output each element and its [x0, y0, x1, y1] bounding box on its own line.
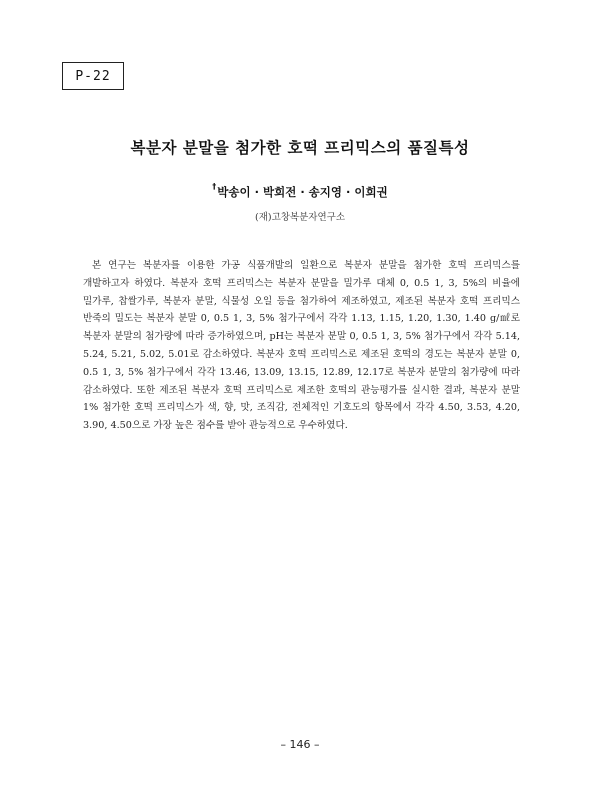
- page-number: – 146 –: [280, 738, 320, 751]
- author-list: [0, 184, 600, 200]
- paper-title: 복분자 분말을 첨가한 호떡 프리믹스의 품질특성: [130, 139, 470, 157]
- poster-id-box: P-22: [62, 62, 124, 90]
- author-names: 박송이 · 박희전 · 송지영 · 이희권: [217, 185, 388, 199]
- abstract-body: 본 연구는 복분자를 이용한 가공 식품개발의 일환으로 복분자 분말을 첨가한 호떡 프리믹스를 개발하고자 하였다. 복분자 호떡 프리믹스는 복분자 분말을 밀가루 대체 0, 0.5 1, 3, 5%의 비율에 밀가루, 찹쌀가루, 복분자 분말, 식물성 오일 등을 첨가하여 제조하였고, 제조된 복분자 호떡 프리믹스 반죽의 밀도는 복분자 분말 0, 0.5 1, 3, 5% 첨가구에서 각각 1.13, 1.15, 1.20, 1.30, 1.40 g/㎖로 복분자 분말의 첨가량에 따라 증가하였으며, pH는 복분자 분말 0, 0.5 1, 3, 5% 첨가구에서 각각 5.14, 5.24, 5.21, 5.02, 5.01로 감소하였다. 복분자 호떡 프리믹스로 제조된 호떡의 경도는 복분자 분말 0, 0.5 1, 3, 5% 첨가구에서 각각 13.46, 13.09, 13.15, 12.89, 12.17로 복분자 분말의 첨가량에 따라 감소하였다. 또한 제조된 복분자 호떡 프리믹스로 제조한 호떡의 관능평가를 실시한 결과, 복분자 분말 1% 첨가한 호떡 프리믹스가 색, 향, 맛, 조직감, 전체적인 기호도의 항목에서 각각 4.50, 3.53, 4.20, 3.90, 4.50으로 가장 높은 점수를 받아 관능적으로 우수하였다.: [83, 260, 520, 432]
- corresponding-author-mark: †: [212, 182, 217, 191]
- affiliation: (재)고창복분자연구소: [254, 212, 345, 223]
